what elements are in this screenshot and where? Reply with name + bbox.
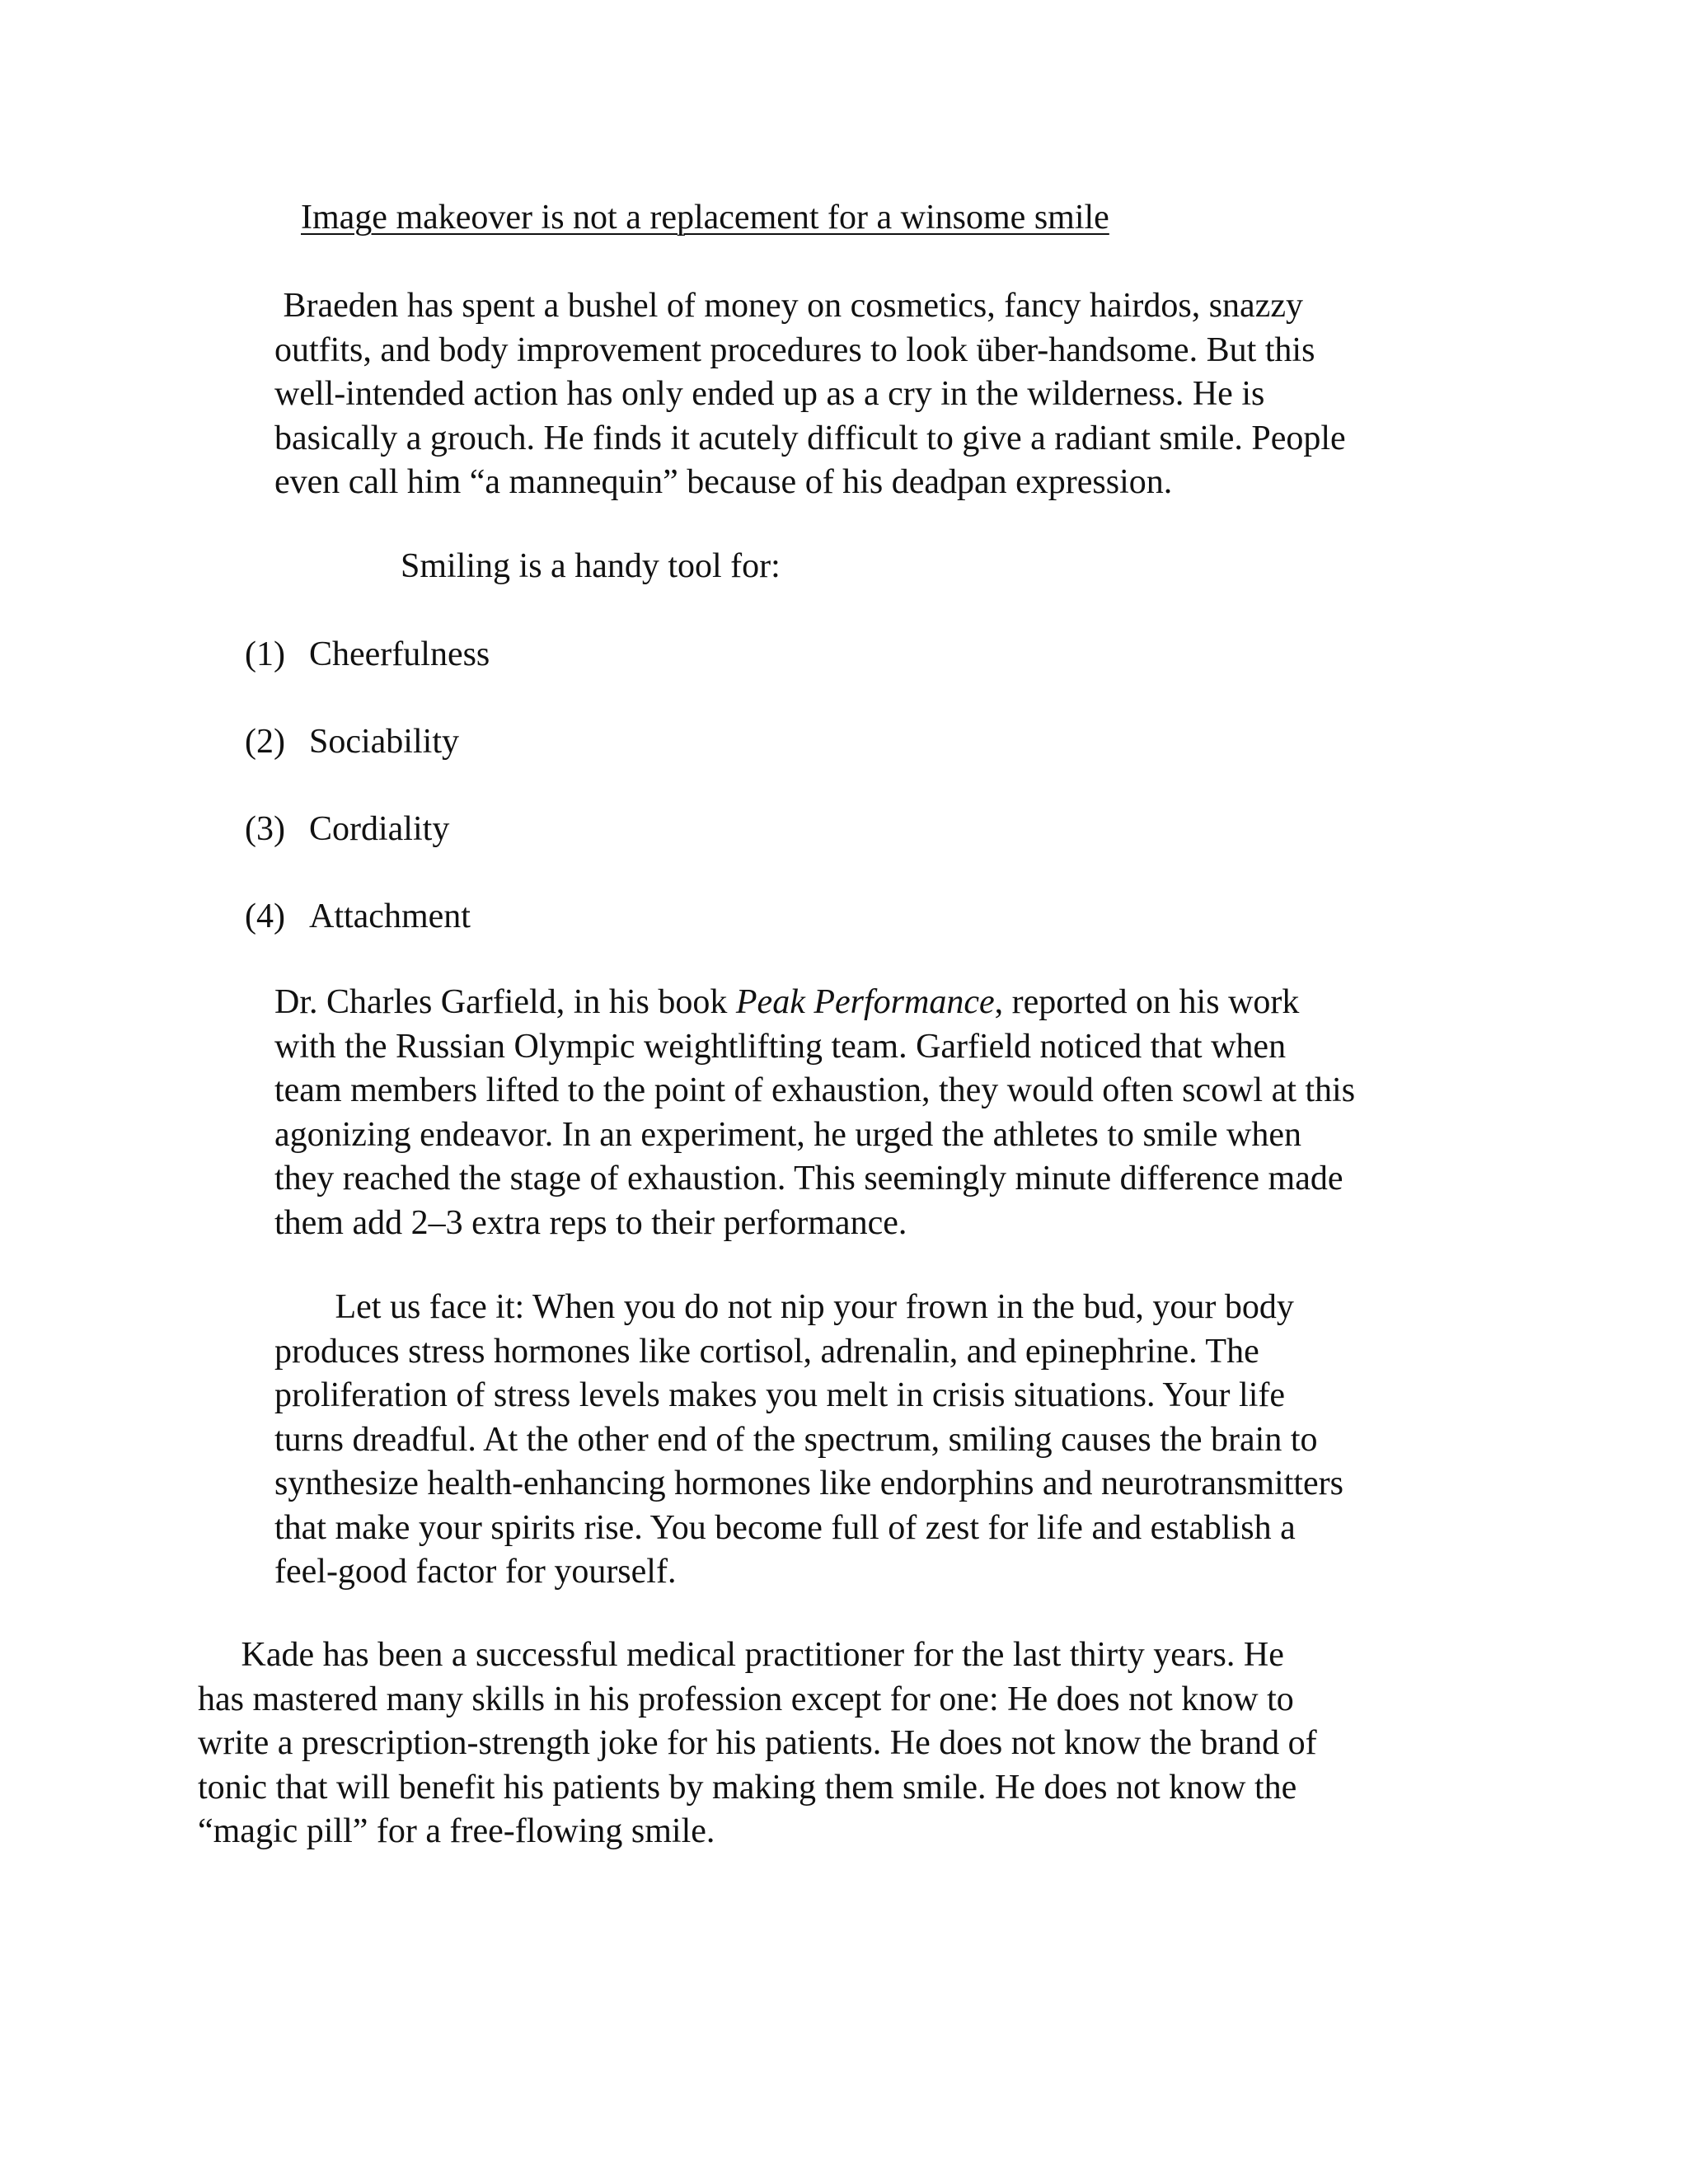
book-title: Peak Performance — [735, 983, 995, 1021]
text-line: “magic pill” for a free-flowing smile. — [198, 1812, 715, 1850]
text-line: has mastered many skills in his profession except for one: He does not know to — [198, 1680, 1294, 1718]
paragraph-braeden — [274, 284, 1346, 505]
list-text: Attachment — [309, 898, 471, 935]
list-item — [245, 632, 490, 677]
list-number: (1) — [245, 635, 285, 673]
text-line: turns dreadful. At the other end of the spectrum, smiling causes the brain to — [274, 1420, 1318, 1459]
list-number: (4) — [245, 898, 285, 935]
list-text: Cheerfulness — [309, 635, 490, 673]
list-item — [245, 894, 471, 939]
text-line: write a prescription-strength joke for his patients. He does not know the brand of — [198, 1724, 1317, 1762]
text-line: Kade has been a successful medical practitioner for the last thirty years. He — [198, 1636, 1284, 1674]
text-line: team members lifted to the point of exhaustion, they would often scowl at this — [274, 1071, 1356, 1109]
list-item — [245, 719, 459, 764]
text-line: even call him “a mannequin” because of his deadpan expression. — [274, 463, 1173, 501]
list-text: Sociability — [309, 723, 459, 761]
list-number: (2) — [245, 723, 285, 761]
text-line: feel-good factor for yourself. — [274, 1553, 677, 1591]
page-title: Image makeover is not a replacement for a winsome smile — [301, 199, 1109, 237]
text-line: well-intended action has only ended up as a cry in the wilderness. He is — [274, 375, 1265, 413]
list-item — [245, 807, 449, 851]
text-line: produces stress hormones like cortisol, adrenalin, and epinephrine. The — [274, 1332, 1259, 1371]
text-fragment: , reported on his work — [994, 983, 1300, 1021]
text-line: synthesize health-enhancing hormones like endorphins and neurotransmitters — [274, 1465, 1343, 1502]
text-line: tonic that will benefit his patients by making them smile. He does not know the — [198, 1768, 1297, 1807]
text-line: agonizing endeavor. In an experiment, he urged the athletes to smile when — [274, 1115, 1301, 1154]
list-intro: Smiling is a handy tool for: — [401, 547, 781, 585]
text-line: proliferation of stress levels makes you melt in crisis situations. Your life — [274, 1376, 1285, 1414]
text-line: that make your spirits rise. You become full of zest for life and establish a — [274, 1508, 1296, 1547]
text-line: Let us face it: When you do not nip your frown in the bud, your body — [274, 1288, 1294, 1326]
text-line: basically a grouch. He finds it acutely difficult to give a radiant smile. People — [274, 419, 1346, 457]
text-fragment: Dr. Charles Garfield, in his book — [274, 983, 736, 1021]
paragraph-kade — [198, 1633, 1317, 1854]
text-line: them add 2–3 extra reps to their performance. — [274, 1203, 907, 1242]
list-number: (3) — [245, 810, 285, 848]
text-line — [274, 981, 1355, 1025]
paragraph-garfield — [274, 981, 1355, 1245]
text-line: outfits, and body improvement procedures to look über-handsome. But this — [274, 330, 1315, 369]
text-line: they reached the stage of exhaustion. This seemingly minute difference made — [274, 1160, 1343, 1197]
paragraph-stress-hormones — [274, 1286, 1343, 1595]
list-text: Cordiality — [309, 810, 450, 848]
text-line: Braeden has spent a bushel of money on cosmetics, fancy hairdos, snazzy — [274, 287, 1303, 325]
text-line: with the Russian Olympic weightlifting team. Garfield noticed that when — [274, 1027, 1287, 1066]
